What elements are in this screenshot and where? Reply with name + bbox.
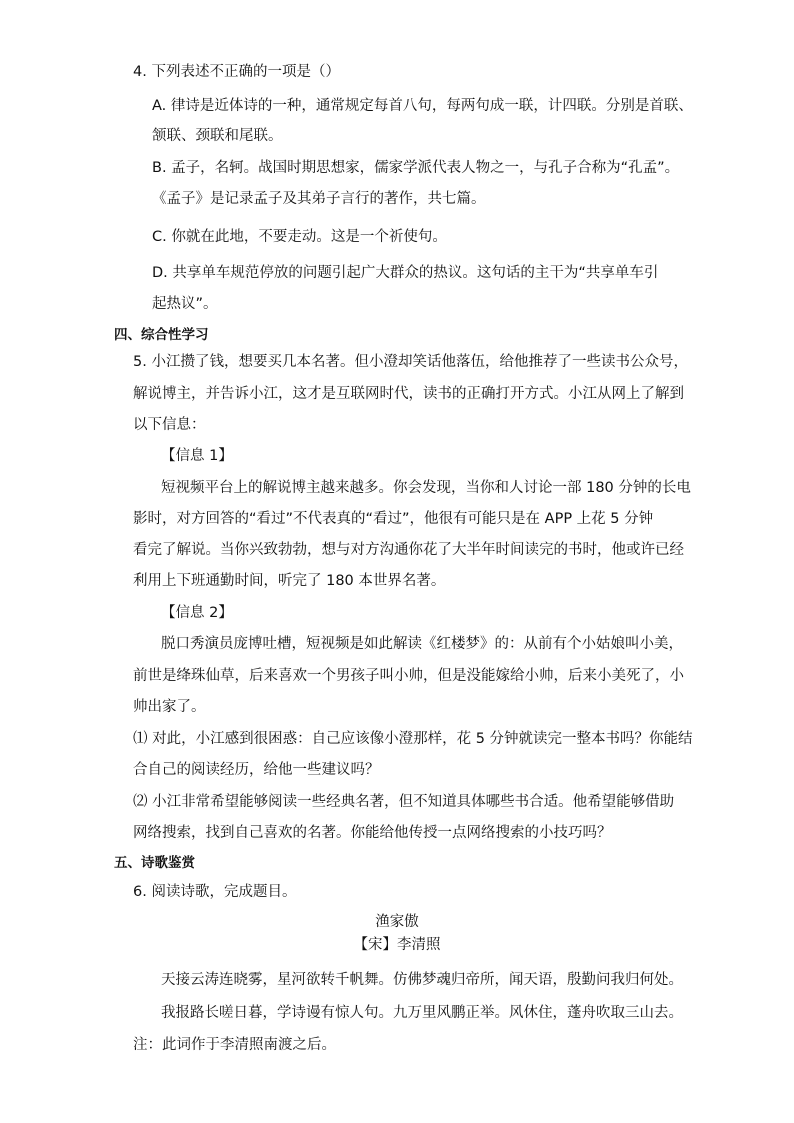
info2-line3: 帅出家了。 — [133, 699, 206, 715]
q4-option-d-line1: D. 共享单车规范停放的问题引起广大群众的热议。这句话的主干为“共享单车引 — [152, 265, 659, 281]
info1-line4: 利用上下班通勤时间，听完了 180 本世界名著。 — [133, 573, 446, 589]
q6-stem: 6. 阅读诗歌，完成题目。 — [133, 884, 297, 900]
info1-line3: 看完了解说。当你兴致勃勃，想与对方沟通你花了大半年时间读完的书时，他或许已经 — [133, 542, 684, 558]
poem-line2: 我报路长嗟日暮，学诗谩有惊人句。九万里风鹏正举。风休住，蓬舟吹取三山去。 — [161, 1005, 683, 1021]
info2-line1: 脱口秀演员庞博吐槽，短视频是如此解读《红楼梦》的：从前有个小姑娘叫小美， — [161, 636, 683, 652]
poem-author: 【宋】李清照 — [353, 937, 441, 953]
poem-note: 注：此词作于李清照南渡之后。 — [133, 1037, 336, 1053]
info1-line1: 短视频平台上的解说博主越来越多。你会发现，当你和人讨论一部 180 分钟的长电 — [161, 480, 691, 496]
q5-line3: 以下信息： — [133, 417, 206, 433]
q5-line2: 解说博主，并告诉小江，这才是互联网时代，读书的正确打开方式。小江从网上了解到 — [133, 386, 684, 402]
q4-option-a-line2: 颔联、颈联和尾联。 — [152, 128, 283, 144]
poem-title: 渔家傲 — [375, 914, 419, 930]
q4-option-d-line2: 起热议”。 — [152, 296, 218, 312]
info1-line2: 影时，对方回答的“看过”不代表真的“看过”，他很有可能只是在 APP 上花 5 分钟 — [133, 511, 654, 527]
section5-heading: 五、诗歌鉴赏 — [114, 855, 195, 871]
q4-option-c: C. 你就在此地，不要走动。这是一个祈使句。 — [152, 229, 447, 245]
info2-line2: 前世是绛珠仙草，后来喜欢一个男孩子叫小帅，但是没能嫁给小帅，后来小美死了，小 — [133, 668, 684, 684]
q5-line1: 5. 小江攒了钱，想要买几本名著。但小澄却笑话他落伍，给他推荐了一些读书公众号， — [133, 354, 688, 370]
q4-option-a-line1: A. 律诗是近体诗的一种，通常规定每首八句，每两句成一联，计四联。分别是首联、 — [152, 98, 693, 114]
section4-heading: 四、综合性学习 — [114, 327, 209, 343]
q4-option-b-line1: B. 孟子，名轲。战国时期思想家，儒家学派代表人物之一，与孔子合称为“孔孟”。 — [152, 160, 680, 176]
q5-sub2-line1: ⑵ 小江非常希望能够阅读一些经典名著，但不知道具体哪些书合适。他希望能够借助 — [133, 794, 675, 810]
poem-line1: 天接云涛连晓雾，星河欲转千帆舞。仿佛梦魂归帝所，闻天语，殷勤问我归何处。 — [161, 972, 683, 988]
q5-sub1-line2: 合自己的阅读经历，给他一些建议吗？ — [133, 762, 380, 778]
q5-sub1-line1: ⑴ 对此，小江感到很困惑：自己应该像小澄那样，花 5 分钟就读完一整本书吗？你能结 — [133, 731, 693, 747]
info2-title: 【信息 2】 — [161, 605, 233, 621]
info1-title: 【信息 1】 — [161, 448, 233, 464]
q4-option-b-line2: 《孟子》是记录孟子及其弟子言行的著作，共七篇。 — [152, 191, 486, 207]
q5-sub2-line2: 网络搜索，找到自己喜欢的名著。你能给他传授一点网络搜索的小技巧吗？ — [133, 825, 612, 841]
q4-stem: 4. 下列表述不正确的一项是（） — [133, 64, 340, 80]
